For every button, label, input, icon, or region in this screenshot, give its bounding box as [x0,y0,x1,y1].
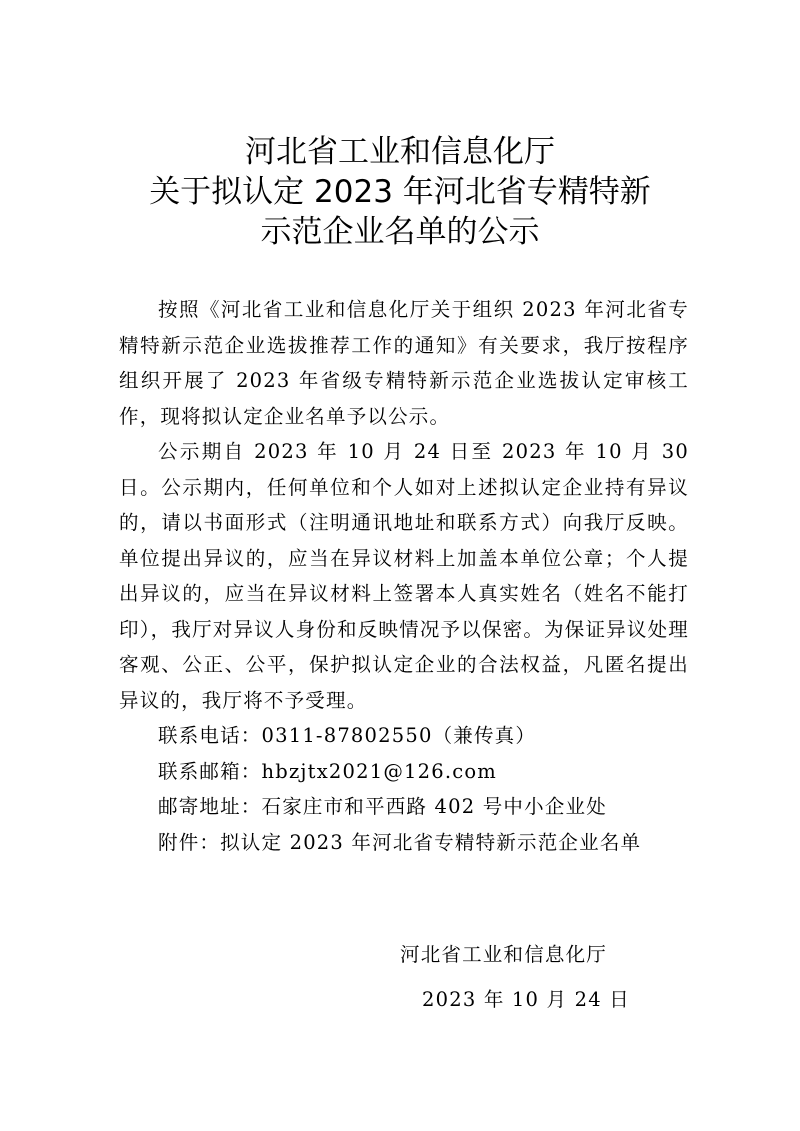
signature-org: 河北省工业和信息化厅 [400,943,608,966]
paragraph-basis: 按照《河北省工业和信息化厅关于组织 2023 年河北省专精特新示范企业选拔推荐工作的通知》有关要求，我厅按程序组织开展了 2023 年省级专精特新示范企业选拔认定审核工作，现将拟认定企业名单予以公示。 [119,298,689,428]
title-line-1: 河北省工业和信息化厅 [245,134,555,170]
mail-address: 邮寄地址：石家庄市和平西路 402 号中小企业处 [158,795,607,818]
contact-phone: 联系电话：0311-87802550（兼传真） [158,724,537,747]
document-title [0,132,800,252]
title-line-2: 关于拟认定 2023 年河北省专精特新 [149,174,651,210]
attachment-note: 附件：拟认定 2023 年河北省专精特新示范企业名单 [158,830,642,854]
signature-block [388,932,648,1022]
contact-email: 联系邮箱：hbzjtx2021@126.com [158,759,497,783]
document-body [119,292,689,860]
title-line-3: 示范企业名单的公示 [260,214,540,250]
paragraph-publicity-period: 公示期自 2023 年 10 月 24 日至 2023 年 10 月 30 日。公示期内，任何单位和个人如对上述拟认定企业持有异议的，请以书面形式（注明通讯地址和联系方式）向我厅反映。单位提出异议的，应当在异议材料上加盖本单位公章；个人提出异议的，应当在异议材料上签署本人真实姓名（姓名不能打印），我厅对异议人身份和反映情况予以保密。为保证异议处理客观、公正、公平，保护拟认定企业的合法权益，凡匿名提出异议的，我厅将不予受理。 [119,440,689,712]
signature-date: 2023 年 10 月 24 日 [422,988,630,1011]
